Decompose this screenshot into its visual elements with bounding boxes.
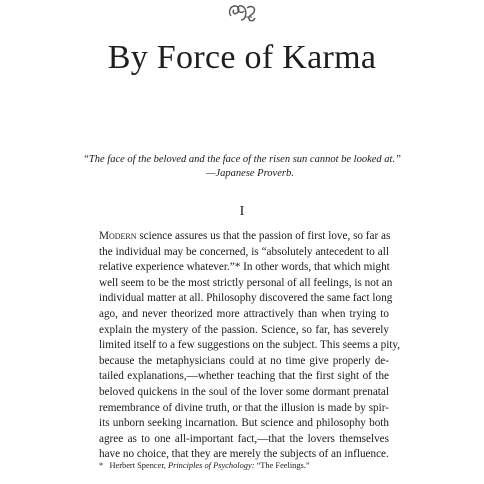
- chapter-title: By Force of Karma: [107, 39, 377, 76]
- epigraph: [0, 153, 484, 181]
- ornament-glyph-icon: [225, 2, 259, 24]
- epigraph-attribution: —Japanese Proverb.: [206, 168, 294, 179]
- lead-word: Modern: [99, 230, 137, 242]
- body-line: explain the mystery of the passion. Science, so far, has severely: [99, 323, 389, 336]
- body-line: have no choice, that they are merely the subjects of an influence.: [99, 448, 389, 461]
- section-number: I: [239, 204, 245, 219]
- body-line: limited itself to a few suggestions on the subject. This seems a pity,: [99, 339, 401, 352]
- body-line: ago, and never theorized more attractively than when trying to: [99, 307, 389, 320]
- epigraph-quote: “The face of the beloved and the face of the risen sun cannot be looked at.”: [83, 154, 401, 165]
- chapter-ornament: [0, 2, 484, 29]
- body-paragraph: [99, 229, 401, 463]
- footnote-marker: *: [99, 461, 104, 470]
- body-line: agree as to one all-important fact,—that the lovers themselves: [99, 432, 389, 445]
- footnote: [99, 460, 389, 471]
- body-line: [99, 229, 389, 245]
- body-line: remembrance of divine truth, or that the illusion is made by spir-: [99, 401, 389, 414]
- body-line-text: science assures us that the passion of first love, so far as: [136, 230, 391, 242]
- body-line: tailed explanations,—whether teaching that the first sight of the: [99, 370, 389, 383]
- body-line: its unborn seeking incarnation. But science and philosophy both: [99, 417, 389, 430]
- body-line: beloved quickens in the soul of the lover some dormant prenatal: [99, 385, 389, 398]
- body-line: well seem to be the most strictly personal of all feelings, is not an: [99, 276, 393, 289]
- body-line: individual matter at all. Philosophy discovered the same fact long: [99, 292, 393, 305]
- body-line: the individual may be concerned, is “absolutely antecedent to all: [99, 245, 389, 258]
- body-line: because the metaphysicians could at no time give properly de-: [99, 354, 389, 367]
- footnote-work: Principles of Psychology:: [167, 461, 255, 470]
- body-line: relative experience whatever.”* In other words, that which might: [99, 261, 390, 274]
- footnote-author: Herbert Spencer,: [109, 461, 166, 470]
- footnote-section: “The Feelings.”: [256, 461, 310, 470]
